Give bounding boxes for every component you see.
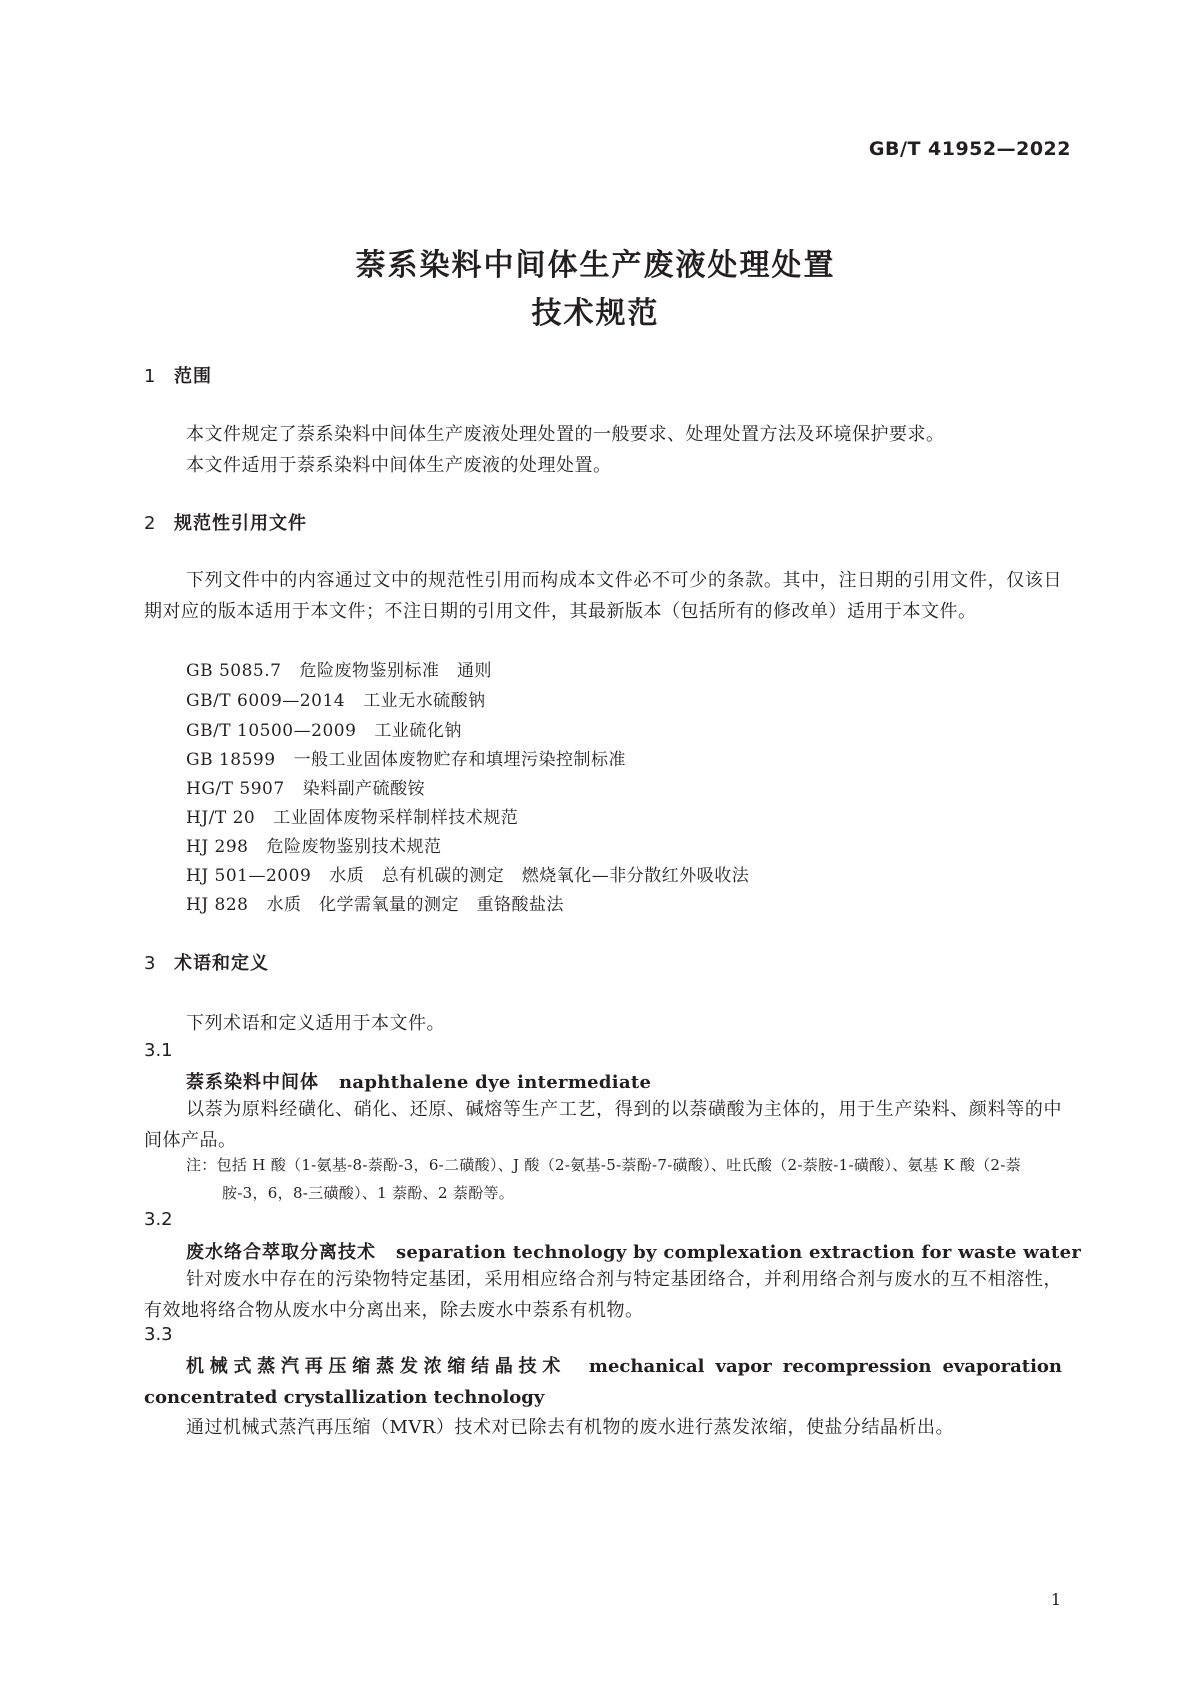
paragraph: 本文件适用于萘系染料中间体生产废液的处理处置。 bbox=[186, 455, 612, 476]
reference-title: 工业固体废物采样制样技术规范 bbox=[273, 808, 519, 828]
term-definition: 通过机械式蒸汽再压缩（MVR）技术对已除去有机物的废水进行蒸发浓缩，使盐分结晶析出。 bbox=[186, 1417, 954, 1438]
reference-item bbox=[186, 832, 442, 857]
reference-item bbox=[186, 656, 492, 681]
term-number: 3.2 bbox=[144, 1209, 173, 1230]
reference-code: GB 18599 bbox=[186, 750, 276, 770]
section-title: 术语和定义 bbox=[174, 953, 269, 974]
reference-item bbox=[186, 861, 749, 886]
section-number: 2 bbox=[144, 513, 157, 534]
document-title-line1: 萘系染料中间体生产废液处理处置 bbox=[355, 248, 836, 283]
standard-code: GB/T 41952—2022 bbox=[868, 138, 1071, 160]
note-label: 注： bbox=[186, 1156, 217, 1174]
reference-title: 工业硫化钠 bbox=[374, 721, 462, 741]
term-chinese: 废水络合萃取分离技术 bbox=[186, 1242, 376, 1263]
section-title: 规范性引用文件 bbox=[174, 513, 307, 534]
term-english: naphthalene dye intermediate bbox=[339, 1072, 652, 1093]
reference-item bbox=[186, 745, 626, 770]
term-heading bbox=[186, 1238, 1081, 1264]
reference-code: HG/T 5907 bbox=[186, 779, 285, 799]
reference-code: HJ 298 bbox=[186, 837, 249, 857]
reference-code: GB/T 10500—2009 bbox=[186, 721, 357, 741]
section-title: 范围 bbox=[174, 366, 212, 387]
section-number: 1 bbox=[144, 366, 157, 387]
reference-title: 一般工业固体废物贮存和填埋污染控制标准 bbox=[293, 750, 627, 770]
reference-item bbox=[186, 890, 564, 915]
term-heading bbox=[144, 1351, 1062, 1413]
paragraph: 本文件规定了萘系染料中间体生产废液处理处置的一般要求、处理处置方法及环境保护要求。 bbox=[186, 424, 945, 445]
term-note bbox=[186, 1151, 1062, 1207]
term-heading bbox=[186, 1068, 651, 1094]
reference-code: HJ/T 20 bbox=[186, 808, 256, 828]
section-heading-2 bbox=[144, 509, 307, 535]
paragraph: 下列文件中的内容通过文中的规范性引用而构成本文件必不可少的条款。其中，注日期的引用文件，仅该日期对应的版本适用于本文件；不注日期的引用文件，其最新版本（包括所有的修改单）适用于本文件。 bbox=[144, 570, 1062, 622]
reference-code: GB 5085.7 bbox=[186, 661, 282, 681]
page-number: 1 bbox=[1050, 1590, 1061, 1609]
reference-title: 危险废物鉴别技术规范 bbox=[266, 837, 442, 857]
reference-title: 染料副产硫酸铵 bbox=[302, 779, 426, 799]
term-chinese: 萘系染料中间体 bbox=[186, 1072, 319, 1093]
reference-title: 危险废物鉴别标准 通则 bbox=[299, 661, 492, 681]
reference-title: 工业无水硫酸钠 bbox=[363, 691, 486, 711]
term-definition: 以萘为原料经磺化、硝化、还原、碱熔等生产工艺，得到的以萘磺酸为主体的，用于生产染料、颜料等的中间体产品。 bbox=[144, 1099, 1062, 1151]
reference-code: HJ 828 bbox=[186, 895, 249, 915]
term-english: separation technology by complexation extraction for waste water bbox=[396, 1242, 1082, 1263]
term-chinese: 机械式蒸汽再压缩蒸发浓缩结晶技术 bbox=[186, 1356, 567, 1377]
reference-code: GB/T 6009—2014 bbox=[186, 691, 346, 711]
section-number: 3 bbox=[144, 953, 157, 974]
reference-item bbox=[186, 803, 518, 828]
reference-title: 水质 化学需氧量的测定 重铬酸盐法 bbox=[266, 895, 564, 915]
reference-item bbox=[186, 774, 425, 799]
term-number: 3.3 bbox=[144, 1324, 173, 1345]
document-title-line2: 技术规范 bbox=[531, 296, 660, 331]
reference-item bbox=[186, 686, 486, 711]
term-definition: 针对废水中存在的污染物特定基团，采用相应络合剂与特定基团络合，并利用络合剂与废水的互不相溶性，有效地将络合物从废水中分离出来，除去废水中萘系有机物。 bbox=[144, 1269, 1062, 1321]
reference-code: HJ 501—2009 bbox=[186, 866, 312, 886]
paragraph: 下列术语和定义适用于本文件。 bbox=[186, 1013, 445, 1034]
reference-item bbox=[186, 716, 462, 741]
term-english: mechanical vapor recompression evaporation concentrated crystallization technology bbox=[144, 1356, 1062, 1408]
section-heading-1 bbox=[144, 362, 212, 388]
section-heading-3 bbox=[144, 949, 269, 975]
term-number: 3.1 bbox=[144, 1040, 173, 1061]
note-text-continued: 胺-3，6，8-三磺酸）、1 萘酚、2 萘酚等。 bbox=[222, 1184, 515, 1202]
reference-title: 水质 总有机碳的测定 燃烧氧化—非分散红外吸收法 bbox=[329, 866, 750, 886]
note-text: 包括 H 酸（1-氨基-8-萘酚-3，6-二磺酸）、J 酸（2-氨基-5-萘酚-7-磺酸）、吐氏酸（2-萘胺-1-磺酸）、氨基 K 酸（2-萘 bbox=[216, 1156, 1021, 1174]
